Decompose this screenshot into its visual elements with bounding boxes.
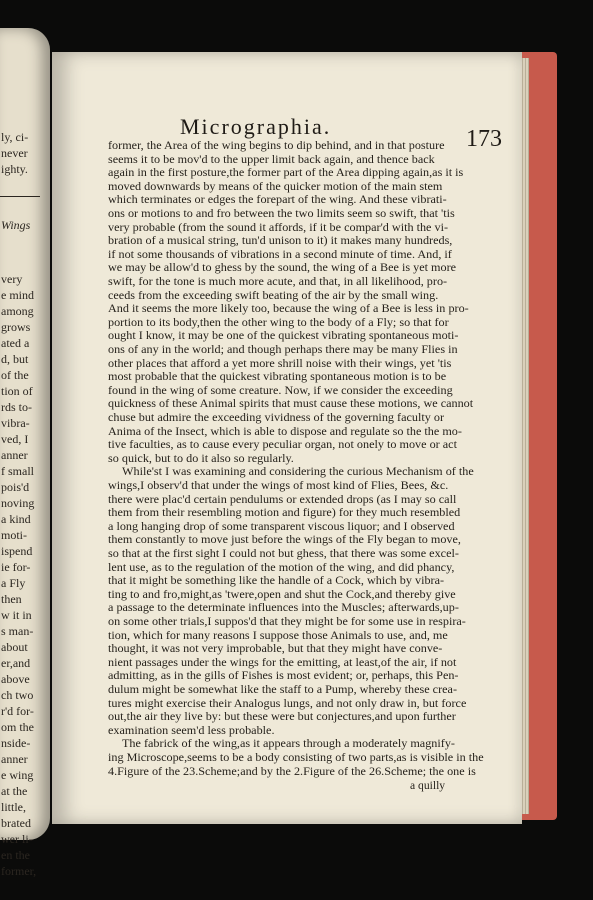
facing-page-fragment: ved, I [1, 432, 29, 446]
facing-page-fragment: moti- [1, 528, 27, 542]
running-head: Micrographia. [180, 114, 332, 139]
facing-page-fragment: s man- [1, 624, 34, 638]
text-line: seems it to be mov'd to the upper limit back again, and thence back [108, 152, 435, 166]
text-line: on some other trials,I suppos'd that they might be for some use in respira- [108, 615, 466, 628]
text-line: out,the air they live by: but these were but conjectures,and upon further [108, 710, 456, 724]
facing-page-fragment: tion of [1, 384, 33, 398]
facing-page-fragment: e wing [1, 768, 34, 782]
facing-page-fragment: f small [1, 464, 34, 478]
text-line: tures might exercise their Analogus lungs, and not only draw in, but force [108, 696, 467, 710]
text-line: most probable that the quickest vibrating spontaneous motion is to be [108, 370, 447, 384]
text-line: that it might be something like the handle of a Cock, which by vibra- [108, 574, 445, 588]
text-line: if not some thousands of vibrations in a second minute of time. And, if [108, 247, 452, 261]
facing-page-rule [0, 196, 40, 197]
facing-page-fragment: among [1, 304, 34, 318]
text-line: tive faculties, as to cause every peculiar organ, not onely to move or act [108, 438, 457, 452]
text-line: again in the first posture,the former part of the Area dipping again,as it is [108, 166, 464, 180]
text-line: examination seem'd less probable. [108, 723, 275, 737]
text-line: very probable (from the sound it affords, if it be compar'd with the vi- [108, 220, 449, 234]
facing-page-fragment: noving [1, 496, 35, 510]
text-line: which terminates or edges the forepart of the wing. And these vibrati- [108, 193, 447, 207]
facing-page-fragment: grows [1, 320, 31, 334]
text-line: ceeds from the exceeding swift beating of the air by the small wing. [108, 288, 439, 302]
text-line: The fabrick of the wing,as it appears through a moderately magnify- [122, 737, 455, 751]
text-line: bration of a musical string, tun'd unison to it) it makes many hundreds, [108, 234, 453, 248]
text-line: ons of any in the world; and though perhaps there may be many Flies in [108, 343, 458, 356]
text-line: tion, which for many reasons I suppose those Animals to use, and, me [108, 628, 448, 642]
text-line: so that at the first sight I could not but ghess, that there was some excel- [108, 547, 459, 560]
text-line: former, the Area of the wing begins to dip behind, and in that posture [108, 139, 445, 152]
facing-page-fragment: about [1, 640, 28, 654]
facing-page-fragment: of the [1, 368, 29, 382]
text-line: swift, for the tone is much more acute, and that, in all likelihood, pro- [108, 275, 448, 288]
catchword: a quilly [410, 779, 446, 792]
text-line: ought I know, it may be one of the quickest vibrating spontaneous moti- [108, 329, 459, 343]
text-line: portion to its body,then the other wing to the body of a Fly; so that for [108, 315, 449, 329]
facing-page-fragment: then [1, 592, 22, 606]
facing-page-fragment: en the [1, 848, 30, 862]
text-line: them from their resembling motion and figure) for they much resembled [108, 506, 461, 520]
text-line: While'st I was examining and considering the curious Mechanism of the [122, 465, 474, 479]
facing-page-fragment: r'd for- [1, 704, 34, 718]
facing-page-fragment: never [1, 146, 28, 160]
text-line: And it seems the more likely too, because the wing of a Bee is less in pro- [108, 302, 469, 316]
facing-page-fragment: former, [1, 864, 37, 878]
facing-page-fragment: ispend [1, 544, 33, 558]
text-line: a passage to the determinate influences into the Muscles; afterwards,up- [108, 601, 459, 615]
facing-page-fragment: anner [1, 752, 28, 766]
facing-page-fragment: ighty. [1, 162, 28, 176]
facing-page-fragment: Wings [1, 218, 31, 232]
text-line: thought, it was not very improbable, but that they might have conve- [108, 642, 443, 656]
text-line: dulum might be somewhat like the staff to a Pump, whereby these crea- [108, 683, 457, 696]
text-line: 4.Figure of the 23.Scheme;and by the 2.Figure of the 26.Scheme; the one is [108, 764, 476, 778]
facing-page-fragment: ie for- [1, 560, 31, 574]
facing-page [0, 28, 50, 878]
facing-page-fragment: om the [1, 720, 34, 734]
text-line: admitting, as in the gills of Fishes is most evident; or, perhaps, this Pen- [108, 669, 459, 683]
facing-page-fragment: ch two [1, 688, 34, 702]
facing-page-fragment: brated [1, 816, 31, 830]
text-line: chuse but admire the exceeding vividness of the governing faculty or [108, 411, 445, 424]
facing-page-fragment: er,and [1, 656, 31, 670]
page-number: 173 [466, 126, 502, 152]
facing-page-fragment: little, [1, 800, 26, 814]
text-line: found in the wing of some creature. Now, if we consider the exceeding [108, 383, 453, 397]
facing-page-fragment: ated a [1, 336, 30, 350]
facing-page-fragment: above [1, 672, 30, 686]
text-line: there were plac'd certain pendulums or extended drops (as I may so call [108, 492, 457, 506]
text-line: wings,I observ'd that under the wings of most kind of Flies, Bees, &c. [108, 479, 449, 492]
text-line: moved downwards by means of the quicker motion of the main stem [108, 179, 443, 193]
text-line: we may be allow'd to ghess by the sound, the wing of a Bee is yet more [108, 261, 457, 275]
text-line: them constantly to move just before the wings of the Fly began to move, [108, 533, 461, 547]
text-line: ons or motions to and fro between the two limits seem so swift, that 'tis [108, 207, 455, 220]
facing-page-fragment: w it in [1, 608, 32, 622]
facing-page-fragment: pois'd [1, 480, 30, 494]
facing-page-fragment: nside- [1, 736, 31, 750]
facing-page-fragment: rds to- [1, 400, 32, 414]
facing-page-fragment: at the [1, 784, 28, 798]
facing-page-fragment: vibra- [1, 416, 30, 430]
text-line: Anima of the Insect, which is able to dispose and regulate so the the mo- [108, 424, 462, 438]
text-line: so quick, but to do it also so regularly. [108, 451, 294, 465]
text-line: a long hanging drop of some transparent viscous liquor; and I observed [108, 519, 455, 533]
facing-page-fragment: a kind [1, 512, 31, 526]
text-line: lent use, as to the regulation of the motion of the wing, and did phancy, [108, 560, 455, 574]
text-line: nient passages under the wings for the emitting, at least,of the air, if not [108, 655, 457, 669]
facing-page-fragment: e mind [1, 288, 34, 302]
text-line: ing Microscope,seems to be a body consisting of two parts,as is visible in the [108, 751, 484, 764]
text-line: ting to and fro,might,as 'twere,open and shut the Cock,and thereby give [108, 587, 456, 601]
facing-page-fragment: anner [1, 448, 28, 462]
facing-page-fragment: wer li- [1, 832, 33, 846]
facing-page-fragment: a Fly [1, 576, 26, 590]
facing-page-fragment: very [1, 272, 23, 286]
text-line: other places that afford a yet more shrill noise with their wings, yet 'tis [108, 356, 452, 370]
facing-page-fragment: d, but [1, 352, 29, 366]
facing-page-fragment: ly, ci- [1, 130, 29, 144]
text-line: quickness of these Animal spirits that must cause these motions, we cannot [108, 397, 474, 411]
